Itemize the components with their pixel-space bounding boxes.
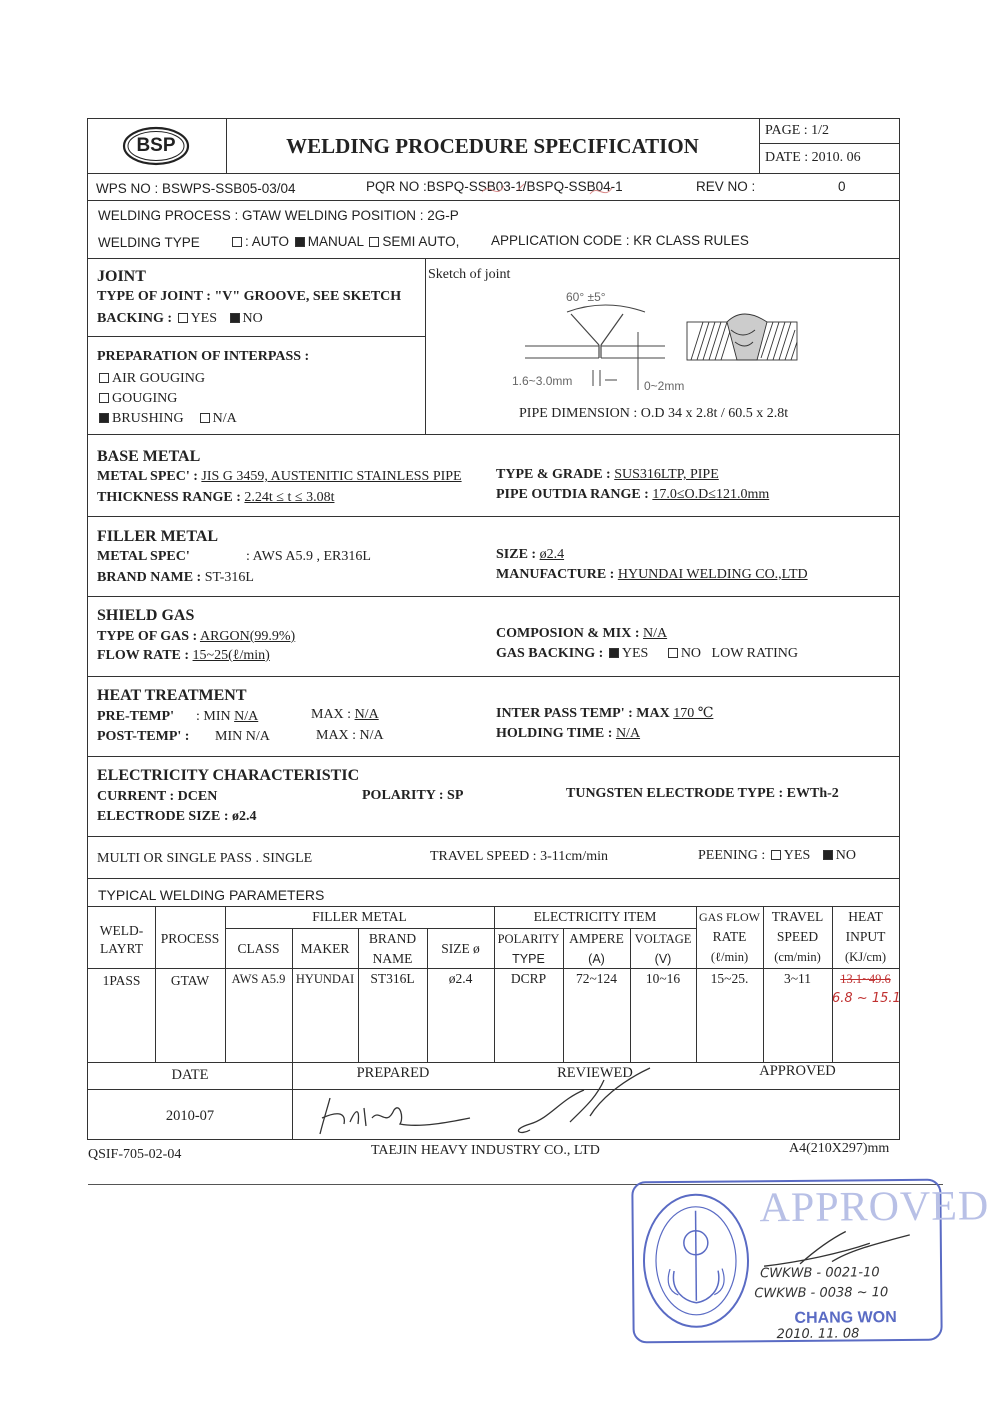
divider [88,836,899,837]
peening-label: PEENING : [698,848,766,863]
divider [225,928,494,929]
gas-backing-no-checkbox[interactable] [668,648,678,658]
cell-heat-input-handwritten: 6.8 ~ 15.1 [832,991,901,1006]
col-header-electricity: ELECTRICITY ITEM [533,909,657,924]
filler-metal-heading: FILLER METAL [97,528,219,545]
header-date: DATE : 2010. 06 [765,150,861,165]
post-temp-min: MIN N/A [215,729,270,744]
col-header-polarity: POLARITY [497,932,560,946]
col-header-ampere-unit: (A) [588,952,605,966]
brushing-row [97,410,237,428]
col-divider [563,928,564,1062]
cell-weld-layer: 1PASS [102,973,141,988]
rev-label: REV NO : [696,179,756,194]
divider [88,336,425,337]
col-header-weld-layer: WELD- LAYRT [99,923,144,956]
manufacture: MANUFACTURE : HYUNDAI WELDING CO.,LTD [496,567,808,582]
filler-spec-value: : AWS A5.9 , ER316L [246,549,371,564]
backing-no-label: NO [242,311,263,326]
logo-text: BSP [136,135,176,156]
col-header-filler-metal: FILLER METAL [312,909,407,924]
base-metal-heading: BASE METAL [97,448,201,465]
peening-no-label: NO [835,848,856,863]
stamp-approved-word: APPROVED [759,1183,990,1232]
cell-polarity: DCRP [510,971,547,986]
col-header-brand: BRAND [368,931,417,946]
form-number: QSIF-705-02-04 [88,1147,182,1162]
current-type: CURRENT : DCEN [97,789,218,804]
travel-speed: TRAVEL SPEED : 3-11cm/min [430,849,608,864]
peening-no-checkbox[interactable] [823,850,833,860]
col-header-travel: TRAVEL [771,909,824,924]
interpass-temp: INTER PASS TEMP' : MAX 170 ℃ [496,706,714,721]
backing-yes-checkbox[interactable] [178,313,188,323]
na-checkbox[interactable] [200,413,210,423]
wps-number: WPS NO : BSWPS-SSB05-03/04 [96,181,296,196]
divider [88,200,899,201]
cell-gas-rate: 15~25. [710,971,749,986]
col-header-ampere: AMPERE [569,931,624,946]
col-header-polarity-type: TYPE [512,952,545,966]
filler-spec-label: METAL SPEC' [97,549,190,564]
rev-value: 0 [838,179,846,194]
approval-approved-label: APPROVED [759,1063,836,1079]
approval-date-label: DATE [171,1067,209,1083]
stamp-date: 2010. 11. 08 [776,1326,860,1343]
welding-process: WELDING PROCESS : GTAW WELDING POSITION : 2G-P [98,208,459,223]
col-header-maker: MAKER [300,941,350,956]
col-header-gas-unit: (ℓ/min) [710,950,749,964]
holding-time: HOLDING TIME : N/A [496,726,641,741]
semi-auto-checkbox[interactable] [369,237,379,247]
welding-type-options [230,233,459,251]
stamp-city: CHANG WON [794,1309,897,1327]
gas-type: TYPE OF GAS : ARGON(99.9%) [97,629,296,644]
divider [88,968,899,969]
air-gouging-row [97,370,205,388]
gouging-checkbox[interactable] [99,393,109,403]
electrode-size: ELECTRODE SIZE : ø2.4 [97,809,257,824]
col-header-gas-rate: RATE [712,929,747,944]
post-temp-max: MAX : N/A [316,728,384,743]
gas-backing [496,645,798,663]
col-header-class: CLASS [237,941,280,956]
col-header-input: INPUT [845,929,886,944]
manual-label: MANUAL [307,234,364,249]
col-header-voltage-unit: (V) [654,952,672,966]
brand-name: BRAND NAME : ST-316L [97,570,254,585]
paper-size: A4(210X297)mm [789,1141,890,1156]
cell-voltage: 10~16 [645,971,681,986]
approval-stamp [631,1179,990,1344]
brushing-label: BRUSHING [112,411,184,426]
col-divider [358,928,359,1062]
document-title: WELDING PROCEDURE SPECIFICATION [286,134,699,158]
cell-process: GTAW [170,973,210,988]
backing-label: BACKING : [97,311,173,326]
heat-treatment-heading: HEAT TREATMENT [97,687,247,704]
divider [88,596,899,597]
base-metal-spec: METAL SPEC' : JIS G 3459, AUSTENITIC STAINLESS PIPE [97,469,462,484]
pre-temp-min: : MIN N/A [196,709,259,724]
approval-reviewed-label: REVIEWED [557,1065,633,1081]
air-gouging-checkbox[interactable] [99,373,109,383]
gas-backing-label: GAS BACKING : [496,646,604,661]
peening-yes-checkbox[interactable] [771,850,781,860]
composition-mix: COMPOSION & MIX : N/A [496,626,668,641]
backing-yes-label: YES [190,311,218,326]
col-header-heat-unit: (KJ/cm) [845,950,886,964]
pipe-dimension: PIPE DIMENSION : O.D 34 x 2.8t / 60.5 x 2.8t [519,406,789,421]
col-header-voltage: VOLTAGE [634,932,692,946]
handwritten-marks [470,170,640,210]
col-header-process: PROCESS [160,931,220,946]
tungsten-electrode: TUNGSTEN ELECTRODE TYPE : EWTh-2 [566,786,839,801]
col-header-gas-flow: GAS FLOW [698,910,760,924]
root-face: 1.6~3.0mm [512,374,573,388]
low-rating-label: LOW RATING [711,646,799,661]
approval-date-value: 2010-07 [165,1108,215,1124]
manual-checkbox[interactable] [295,237,305,247]
gouging-label: GOUGING [112,391,178,406]
kr-seal-icon [639,1190,752,1331]
page-number: PAGE : 1/2 [765,123,830,138]
gouging-row [97,390,177,408]
divider [88,516,899,517]
cell-brand: ST316L [370,971,415,986]
pre-temp-label: PRE-TEMP' [97,709,174,724]
cell-heat-input-struck: 13.1~49.6 [840,972,891,986]
divider [88,434,899,435]
cell-size: ø2.4 [448,971,473,986]
outdia-range: PIPE OUTDIA RANGE : 17.0≤O.D≤121.0mm [496,487,770,502]
na-label: N/A [212,411,237,426]
pqr-number: PQR NO :BSPQ-SSB03-1/BSPQ-SSB04-1 [366,179,623,194]
peening-yes-label: YES [783,848,811,863]
divider [759,143,899,144]
flow-rate: FLOW RATE : 15~25(ℓ/min) [97,648,270,663]
welding-type-label: WELDING TYPE [98,235,200,250]
thickness-range: THICKNESS RANGE : 2.24t ≤ t ≤ 3.08t [97,490,335,505]
col-header-size: SIZE ø [441,941,480,956]
reviewed-signature [500,1060,680,1140]
application-code: APPLICATION CODE : KR CLASS RULES [491,233,749,248]
joint-heading: JOINT [97,268,146,285]
divider [88,676,899,677]
cell-ampere: 72~124 [575,971,618,986]
col-divider [630,928,631,1062]
groove-angle: 60° ±5° [566,290,606,304]
shield-gas-heading: SHIELD GAS [97,607,195,624]
col-header-speed: SPEED [776,929,819,944]
col-header-brand-name: NAME [372,951,413,966]
root-gap: 0~2mm [644,379,685,393]
auto-label: : AUTO [245,234,290,249]
interpass-heading: PREPARATION OF INTERPASS : [97,349,310,364]
gas-backing-yes-checkbox[interactable] [609,648,619,658]
joint-sketch-drawing [505,300,805,400]
divider [88,878,899,879]
base-metal-type: TYPE & GRADE : SUS316LTP, PIPE [496,467,719,482]
electricity-heading: ELECTRICITY CHARACTERISTIC [97,767,360,784]
auto-checkbox[interactable] [232,237,242,247]
divider [425,258,426,434]
prepared-signature [300,1088,500,1138]
divider [759,119,760,173]
col-header-travel-unit: (cm/min) [774,950,821,964]
company-name: TAEJIN HEAVY INDUSTRY CO., LTD [371,1143,600,1158]
polarity: POLARITY : SP [362,788,464,803]
cell-travel: 3~11 [783,971,812,986]
semi-auto-label: SEMI AUTO, [382,234,460,249]
post-temp-label: POST-TEMP' : [97,729,190,744]
filler-size: SIZE : ø2.4 [496,547,565,562]
parameters-heading: TYPICAL WELDING PARAMETERS [98,887,325,903]
divider [494,928,696,929]
air-gouging-label: AIR GOUGING [112,371,205,386]
sketch-title: Sketch of joint [428,267,511,282]
backing-row [97,310,263,328]
stamp-line-1: CWKWB - 0021-10 [760,1265,880,1282]
multi-single-pass: MULTI OR SINGLE PASS . SINGLE [97,851,313,866]
peening-row [698,847,856,865]
col-header-heat: HEAT [848,909,883,924]
cell-maker: HYUNDAI [295,972,355,986]
backing-no-checkbox[interactable] [230,313,240,323]
gas-backing-yes-label: YES [621,646,649,661]
brushing-checkbox[interactable] [99,413,109,423]
divider [88,756,899,757]
approval-prepared-label: PREPARED [356,1065,430,1081]
pre-temp-max: MAX : N/A [311,707,379,722]
divider [88,258,899,259]
cell-class: AWS A5.9 [231,972,286,986]
stamp-line-2: CWKWB - 0038 ~ 10 [754,1285,889,1302]
joint-type: TYPE OF JOINT : "V" GROOVE, SEE SKETCH [97,289,402,304]
gas-backing-no-label: NO [680,646,702,661]
